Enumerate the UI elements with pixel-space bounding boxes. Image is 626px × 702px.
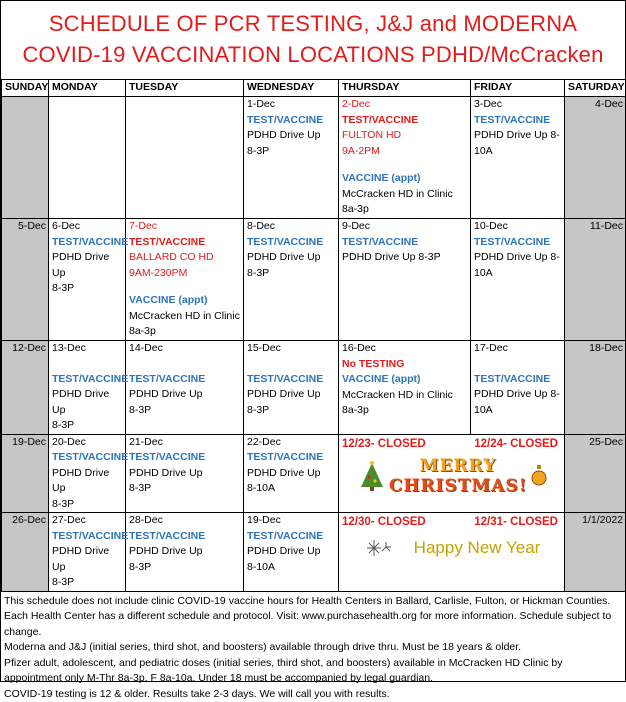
calendar-cell [49,97,126,219]
date-label: 10-Dec [474,219,564,235]
date-label: 13-Dec [52,341,125,357]
day-header-wednesday: WEDNESDAY [244,80,339,97]
calendar-cell [49,341,126,435]
closed-label: 12/30- CLOSED [342,515,426,531]
time-label: 10A [474,403,564,419]
day-header-tuesday: TUESDAY [126,80,244,97]
calendar-cell [565,341,626,435]
day-header-saturday: SATURDAY [565,80,626,97]
time-label: 9A-2PM [342,144,470,160]
test-vaccine-label: TEST/VACCINE [342,113,470,129]
calendar-cell [339,219,471,341]
calendar-cell [565,97,626,219]
date-label: 1/1/2022 [565,513,623,529]
location-label: PDHD Drive Up [247,250,338,266]
calendar-cell [565,219,626,341]
location-label: PDHD Drive Up 8- [474,128,564,144]
date-label: 8-Dec [247,219,338,235]
week-row-5 [2,513,626,592]
time-label: 8-3P [247,403,338,419]
date-label: 19-Dec [247,513,338,529]
location-label: PDHD Drive Up [52,544,125,575]
test-vaccine-label: TEST/VACCINE [52,235,125,251]
footer-note: COVID-19 testing is 12 & older. Results take 2-3 days. We will call you with results. [4,687,623,702]
day-header-thursday: THURSDAY [339,80,471,97]
calendar-cell [339,341,471,435]
date-label: 2-Dec [342,97,470,113]
title-line-2: COVID-19 VACCINATION LOCATIONS PDHD/McCracken [1,39,625,70]
test-vaccine-label: TEST/VACCINE [129,450,243,466]
test-vaccine-label: TEST/VACCINE [247,113,338,129]
location-label: PDHD Drive Up 8- [474,250,564,266]
date-label: 28-Dec [129,513,243,529]
calendar-cell [565,434,626,513]
date-label: 18-Dec [565,341,623,357]
week-row-2 [2,219,626,341]
calendar-cell [565,513,626,592]
page-title [1,1,625,79]
footer-note: Pfizer adult, adolescent, and pediatric doses (initial series, third shot, and boosters) available in McCracken HD Clinic by appointment only M-Thr 8a-3p, F 8a-10a. Under 18 must be accompanied by legal guardian. [4,656,623,687]
date-label: 20-Dec [52,435,125,451]
date-label: 4-Dec [565,97,623,113]
calendar-cell [126,341,244,435]
time-label: 8-3P [247,144,338,160]
date-label: 19-Dec [2,435,46,451]
calendar-cell [2,513,49,592]
day-header-monday: MONDAY [49,80,126,97]
test-vaccine-label: TEST/VACCINE [474,235,564,251]
location-label: PDHD Drive Up 8- [474,387,564,403]
merry-christmas-graphic [342,456,564,496]
date-label: 12-Dec [2,341,46,357]
calendar-cell [244,513,339,592]
footer-notes [1,592,625,702]
fireworks-icon [366,539,392,557]
calendar-cell [126,434,244,513]
title-line-1: SCHEDULE OF PCR TESTING, J&J and MODERNA [1,8,625,39]
christmas-closed-cell [339,434,565,513]
new-year-closed-cell [339,513,565,592]
calendar-cell [126,513,244,592]
time-label: 9AM-230PM [129,266,243,282]
location-label: PDHD Drive Up 8-3P [342,250,470,266]
location-label: McCracken HD in Clinic [342,187,470,203]
happy-new-year-graphic [342,539,564,557]
calendar-cell [2,219,49,341]
location-label: PDHD Drive Up [52,387,125,418]
vaccine-appt-label: VACCINE (appt) [129,293,243,309]
time-label: 8-3P [52,418,125,434]
calendar-cell [126,97,244,219]
location-label: PDHD Drive Up [52,466,125,497]
test-vaccine-label: TEST/VACCINE [474,372,564,388]
calendar-cell [471,219,565,341]
test-vaccine-label: TEST/VACCINE [247,235,338,251]
calendar-cell [244,97,339,219]
week-row-3 [2,341,626,435]
time-label: 8-3P [129,403,243,419]
happy-new-year-text: Happy New Year [414,540,541,556]
time-label: 8-3P [52,575,125,591]
week-row-1 [2,97,626,219]
test-vaccine-label: TEST/VACCINE [474,113,564,129]
test-vaccine-label: TEST/VACCINE [129,529,243,545]
location-label: PDHD Drive Up [129,387,243,403]
vaccine-appt-label: VACCINE (appt) [342,171,470,187]
location-label: McCracken HD in Clinic [342,388,470,404]
date-label: 1-Dec [247,97,338,113]
time-label: 8-3P [129,481,243,497]
location-label: PDHD Drive Up [247,387,338,403]
location-label: FULTON HD [342,128,470,144]
date-label: 15-Dec [247,341,338,357]
calendar-cell [471,341,565,435]
calendar-cell [49,434,126,513]
calendar-cell [244,219,339,341]
time-label: 8a-3p [342,403,470,419]
calendar-table [1,79,626,592]
location-label: PDHD Drive Up [247,466,338,482]
calendar-cell [244,434,339,513]
test-vaccine-label: TEST/VACCINE [52,529,125,545]
calendar-cell [2,341,49,435]
date-label: 11-Dec [565,219,623,235]
date-label: 14-Dec [129,341,243,357]
time-label: 8-3P [52,497,125,513]
closed-label: 12/24- CLOSED [474,437,558,453]
test-vaccine-label: TEST/VACCINE [52,450,125,466]
location-label: PDHD Drive Up [247,544,338,560]
test-vaccine-label: TEST/VACCINE [247,450,338,466]
test-vaccine-label: TEST/VACCINE [52,372,125,388]
closed-label: 12/31- CLOSED [474,515,558,531]
time-label: 8-3P [247,266,338,282]
vaccine-appt-label: VACCINE (appt) [342,372,470,388]
date-label: 5-Dec [2,219,46,235]
date-label: 7-Dec [129,219,243,235]
calendar-cell [2,434,49,513]
date-label: 17-Dec [474,341,564,357]
christmas-tree-icon [359,461,385,491]
footer-note: This schedule does not include clinic COVID-19 vaccine hours for Health Centers in Ballard, Carlisle, Fulton, or Hickman Counties. Each Health Center has a different schedule and protocol. Visit: www.purchasehealth.org for more information. Schedule subject to change. [4,594,623,641]
location-label: McCracken HD in Clinic [129,309,243,325]
date-label: 26-Dec [2,513,46,529]
time-label: 8a-3p [342,202,470,218]
date-label: 9-Dec [342,219,470,235]
calendar-cell [126,219,244,341]
closed-label: 12/23- CLOSED [342,437,426,453]
location-label: PDHD Drive Up [52,250,125,281]
date-label: 22-Dec [247,435,338,451]
no-testing-label: No TESTING [342,357,470,373]
time-label: 8-10A [247,481,338,497]
time-label: 8-10A [247,560,338,576]
time-label: 10A [474,266,564,282]
test-vaccine-label: TEST/VACCINE [247,372,338,388]
day-header-row [2,80,626,97]
location-label: PDHD Drive Up [129,544,243,560]
time-label: 8a-3p [129,324,243,340]
christmas-text: CHRISTMAS! [389,476,527,496]
test-vaccine-label: TEST/VACCINE [129,235,243,251]
date-label: 27-Dec [52,513,125,529]
date-label: 25-Dec [565,435,623,451]
test-vaccine-label: TEST/VACCINE [342,235,470,251]
time-label: 8-3P [129,560,243,576]
calendar-cell [2,97,49,219]
day-header-friday: FRIDAY [471,80,565,97]
date-label: 6-Dec [52,219,125,235]
day-header-sunday: SUNDAY [2,80,49,97]
test-vaccine-label: TEST/VACCINE [247,529,338,545]
calendar-cell [49,219,126,341]
test-vaccine-label: TEST/VACCINE [129,372,243,388]
time-label: 8-3P [52,281,125,297]
date-label: 3-Dec [474,97,564,113]
location-label: PDHD Drive Up [129,466,243,482]
merry-text: MERRY [389,456,527,476]
calendar-cell [471,97,565,219]
location-label: PDHD Drive Up [247,128,338,144]
calendar-cell [49,513,126,592]
time-label: 10A [474,144,564,160]
date-label: 16-Dec [342,341,470,357]
week-row-4 [2,434,626,513]
ornament-icon [531,465,547,487]
location-label: BALLARD CO HD [129,250,243,266]
date-label: 21-Dec [129,435,243,451]
calendar-cell [244,341,339,435]
calendar-cell [339,97,471,219]
footer-note: Moderna and J&J (initial series, third shot, and boosters) available through drive thru. Must be 18 years & older. [4,640,623,656]
